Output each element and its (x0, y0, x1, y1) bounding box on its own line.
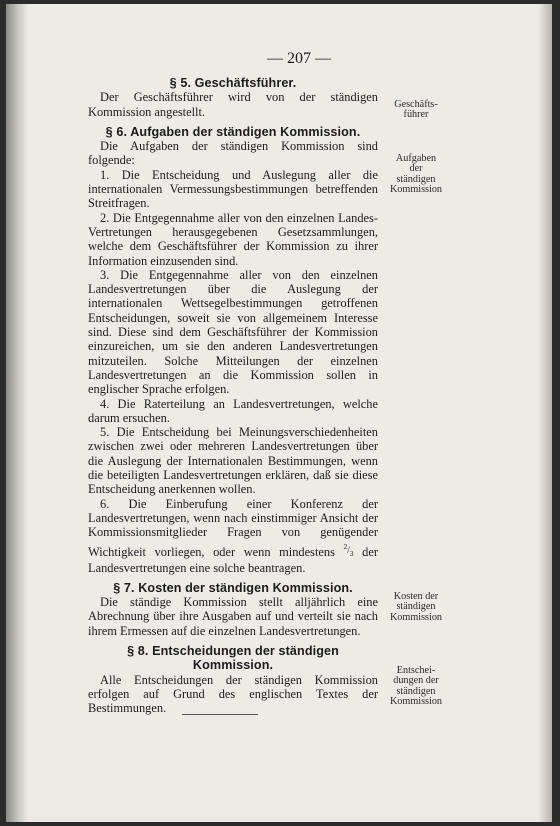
section-6-heading: § 6. Aufgaben der ständigen Kommission. (105, 124, 361, 139)
section-5-paragraph: Der Geschäftsführer wird von der ständigen Kommission angestellt. (88, 90, 378, 119)
page-number: — 207 — (267, 50, 331, 67)
margin-note-aufgaben: Aufgaben der ständigen Kommission (389, 153, 443, 196)
margin-note-kosten: Kosten der ständigen Kommission (389, 591, 443, 623)
section-6-item-4: 4. Die Raterteilung an Landesvertretungen, welche darum ersuchen. (88, 396, 378, 425)
section-6-item-1: 1. Die Entscheidung und Auslegung aller die internationalen Vermessungsbestimmungen betreffenden Streitfragen. (88, 167, 378, 211)
section-6-item-2: 2. Die Entgegennahme aller von den einzelnen Landes-Vertretungen herausgegebenen Gesetzsammlungen, welche dem Geschäftsführer der Kommission zu ihrer Information einzusenden sind. (88, 210, 378, 268)
page-edge-shadow (538, 4, 552, 822)
section-6-item-5: 5. Die Entscheidung bei Meinungsverschiedenheiten zwischen zwei oder mehreren Landesvertretungen über die Auslegung der Internationalen Bestimmungen, wenn die beteiligten Landesvertretungen erklären, daß sie diese Entscheidung anerkennen wollen. (88, 425, 378, 497)
section-7-paragraph: Die ständige Kommission stellt alljährlich eine Abrechnung über ihre Ausgaben auf und verteilt sie nach ihrem Ermessen auf die einzelnen Landesvertretungen. (88, 595, 378, 638)
margin-note-entscheidungen: Entschei- dungen der ständigen Kommission (389, 665, 443, 708)
section-8-heading: § 8. Entscheidungen der ständigen Kommission. (127, 644, 339, 673)
page-spine-shadow (6, 4, 28, 822)
main-text (88, 76, 378, 716)
section-6-item-6-text: 6. Die Einberufung einer Konferenz der Landesvertretungen, wenn nach einstimmiger Ansicht der Kommissionsmitglieder Fragen von genügender Wichtigkeit vorliegen, oder wenn mindestens (88, 496, 378, 559)
margin-note-geschaeftsfuehrer: Geschäfts- führer (394, 99, 438, 121)
closing-rule (182, 714, 258, 715)
section-7-heading: § 7. Kosten der ständigen Kommission. (113, 580, 353, 595)
section-6-item-6 (88, 497, 378, 575)
section-5-heading: § 5. Geschäftsführer. (169, 76, 297, 90)
section-6-item-6-end: der Landesvertretungen eine solche beantragen. (88, 544, 378, 575)
section-8-paragraph: Alle Entscheidungen der ständigen Kommission erfolgen auf Grund des englischen Textes der Bestimmungen. (88, 672, 378, 716)
section-6-item-3: 3. Die Entgegennahme aller von den einzelnen Landesvertretungen über die Auslegung der internationalen Wettsegelbestimmungen getroffenen Entscheidungen, soweit sie von allgemeinem Interesse sind. Diese sind dem Geschäftsführer der Kommission einzureichen, um sie den anderen Landesvertretungen mitzuteilen. Solche Mitteilungen der einzelnen Landesvertretungen an die Kommission sollen in englischer Sprache erfolgen. (88, 267, 378, 397)
section-6-intro: Die Aufgaben der ständigen Kommission sind folgende: (88, 139, 378, 168)
fraction-two-thirds: 2/3 (343, 541, 354, 558)
book-page (6, 4, 552, 822)
